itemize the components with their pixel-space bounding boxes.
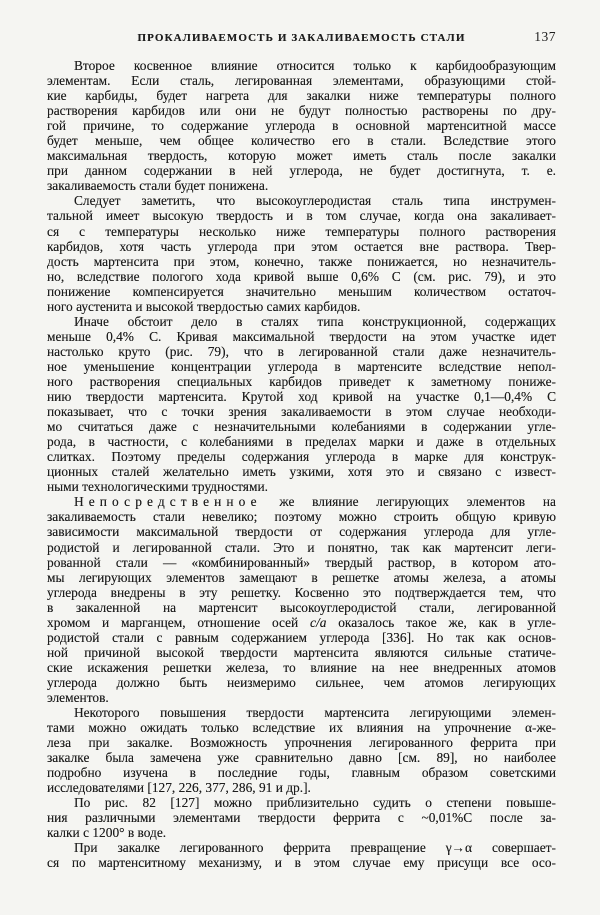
text-line: элементов. [47, 689, 109, 705]
text-line: По рис. 82 [127] можно приблизительно судить о степени повыше- [74, 795, 556, 811]
text-line: мы легирующих элементов замещают в решетке атомы железа, а атомы [47, 569, 556, 585]
text-line: рованной стали — «комбинированный» твердый раствор, в котором ато- [47, 554, 556, 570]
text-line: ния различными элементами твердости феррита с ~0,01%С после за- [47, 810, 556, 826]
page-body [47, 58, 556, 871]
text-line: закаливаемость стали будет понижена. [47, 178, 269, 194]
text-line: закалке была замечена уже сравнительно давно [см. 89], но наиболее [47, 750, 556, 766]
paragraph [47, 494, 556, 705]
paragraph [47, 840, 556, 870]
text-line: максимальная твердость, которую может иметь сталь после закалки [47, 148, 556, 164]
text-line: подробно изучена в последние годы, главным образом советскими [47, 765, 556, 781]
text-line: рода, в частности, с колебаниями в пределах марки и даже в отдельных [47, 434, 556, 450]
running-header [47, 31, 556, 47]
text-line: углерода внедрены в эту решетку. Косвенно это подтверждается тем, что [47, 584, 556, 600]
text-line: При закалке легированного феррита превращение γ→α совершает- [74, 840, 556, 856]
text-line: нию твердости мартенсита. Крутой ход кривой на участке 0,1—0,4% С [47, 389, 556, 405]
text-line: дость мартенсита при этом, конечно, также понижается, но незначитель- [47, 253, 556, 269]
text-line: родистой и легированной стали. Это и понятно, так как мартенсит леги- [47, 539, 556, 555]
text-line: меньше 0,4% С. Кривая максимальной твердости на этом участке идет [47, 328, 556, 344]
text-line: карбидов, хотя часть углерода при этом остается вне раствора. Твер- [47, 238, 556, 254]
text-line: родистой стали с равным содержанием углерода [336]. Но так как основ- [47, 629, 556, 645]
text-segment: хромом и марганцем, отношение осей [47, 614, 311, 630]
text-line: Некоторого повышения твердости мартенсита легирующими элемен- [74, 705, 556, 721]
text-line: мо считаться даже с незначительными колебаниями в содержании угле- [47, 419, 556, 435]
text-line: ся с температуры несколько ниже температуры полного растворения [47, 223, 556, 239]
text-line: слитках. Поэтому пределы содержания углерода в марке для конструк- [47, 449, 556, 465]
text-line: в закаленной на мартенсит высокоуглеродистой стали, легированной [47, 599, 556, 615]
text-line: калки с 1200° в воде. [47, 825, 167, 841]
paragraph [47, 795, 556, 840]
text-line: тами можно ожидать только вследствие их влияния на упрочнение α-же- [47, 720, 556, 736]
text-segment: же влияние легирующих элементов на [261, 494, 556, 510]
text-line: тальной имеет высокую твердость и в том случае, когда она закаливает- [47, 208, 556, 224]
text-line: ными технологическими трудностями. [47, 479, 268, 495]
text-line: кие карбиды, будет нагрета для закалки ниже температуры полного [47, 88, 556, 104]
text-line: показывает, что с точки зрения закаливаемости в этом случае необходи- [47, 404, 556, 420]
text-line: углерода должно быть неизмеримо сильнее, чем атомов легирующих [47, 674, 556, 690]
page-number: 137 [534, 29, 556, 44]
text-line: Второе косвенное влияние относится только к карбидообразующим [74, 58, 556, 73]
text-line: настолько круто (рис. 79), что в легированной стали даже незначитель- [47, 343, 556, 359]
text-line: зависимости максимальной твердости от содержания углерода для угле- [47, 524, 556, 540]
text-line: будет меньше, чем общее количество его в стали. Вследствие этого [47, 133, 556, 149]
text-line: закаливаемость стали невелико; поэтому можно строить общую кривую [47, 509, 556, 525]
text-line: элементам. Если сталь, легированная элементами, образующими стой- [47, 73, 556, 89]
text-line: понижение компенсируется значительно меньшим количеством остаточ- [47, 283, 556, 299]
paragraph [47, 58, 556, 193]
italic-text: c/a [310, 614, 327, 630]
text-line [47, 494, 556, 509]
text-line: ное уменьшение концентрации углерода в мартенсите вследствие непол- [47, 358, 556, 374]
text-line: растворения карбидов или они не будут полностью растворены по дру- [47, 103, 556, 119]
text-line: леза при закалке. Возможность упрочнения легированного феррита при [47, 735, 556, 751]
text-segment: оказалось такое же, как в угле- [326, 614, 556, 630]
text-line: ного растворения специальных карбидов приведет к заметному пониже- [47, 373, 556, 389]
text-line: Следует заметить, что высокоуглеродистая сталь типа инструмен- [74, 193, 556, 209]
paragraph [47, 314, 556, 495]
text-line: ские искажения решетки железа, то влияние на нее внедренных атомов [47, 659, 556, 675]
text-line: но, вследствие пологого хода кривой выше 0,6% С (см. рис. 79), и это [47, 268, 556, 284]
text-line: ного аустенита и высокой твердостью самих карбидов. [47, 298, 361, 314]
spaced-text: Непосредственное [74, 494, 262, 510]
text-line: гой причине, то содержание углерода в основной мартенситной массе [47, 118, 556, 134]
text-line: ционных сталей желательно иметь узкими, хотя это и связано с извест- [47, 464, 556, 480]
paragraph [47, 193, 556, 313]
text-line: ной причиной высокой твердости мартенсита являются сильные статиче- [47, 644, 556, 660]
text-line: исследователями [127, 226, 377, 286, 91 и др.]. [47, 780, 311, 796]
text-line: при данном содержании в ней углерода, не будет достигнута, т. е. [47, 163, 556, 179]
paragraph [47, 705, 556, 795]
text-line [47, 615, 556, 630]
text-line: Иначе обстоит дело в сталях типа конструкционной, содержащих [74, 313, 556, 329]
text-line: ся по мартенситному механизму, и в этом случае ему присущи все осо- [47, 855, 556, 871]
running-header-title: ПРОКАЛИВАЕМОСТЬ И ЗАКАЛИВАЕМОСТЬ СТАЛИ [137, 32, 466, 44]
